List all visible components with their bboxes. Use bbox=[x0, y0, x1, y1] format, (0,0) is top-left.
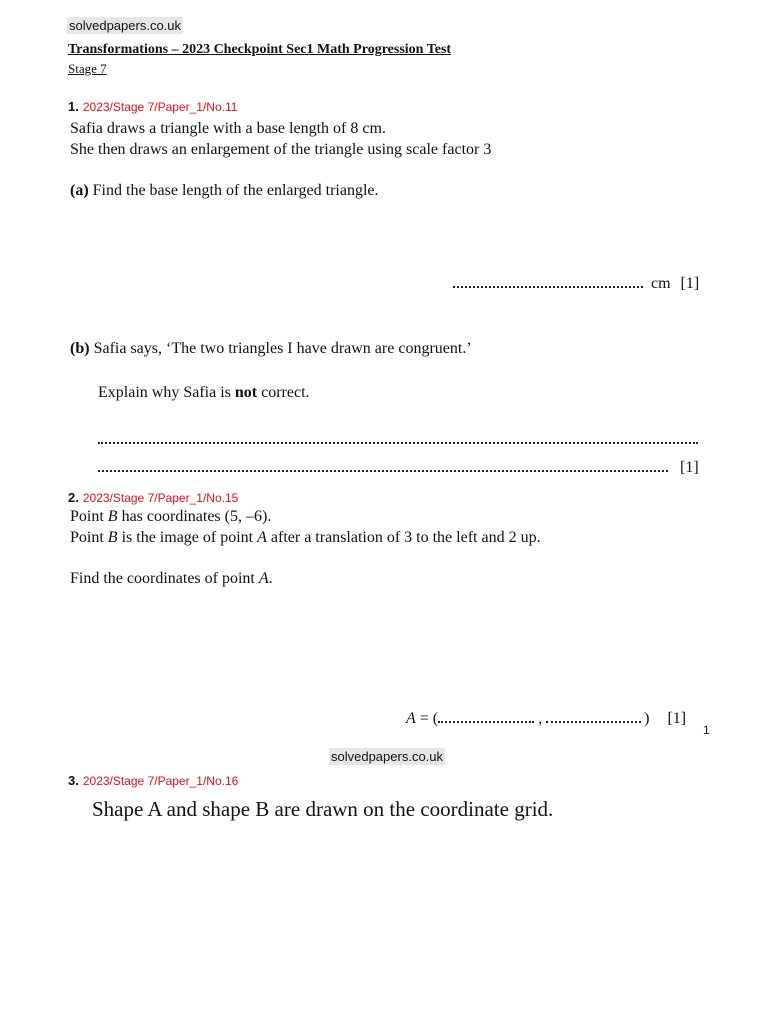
question-1b bbox=[70, 340, 472, 358]
site-watermark-bottom: solvedpapers.co.uk bbox=[331, 749, 444, 764]
question-3-line-1: Shape A and shape B are drawn on the coordinate grid. bbox=[92, 797, 554, 821]
answer-x-line[interactable] bbox=[438, 709, 534, 723]
variable: A bbox=[258, 570, 269, 587]
question-1-line-1: Safia draws a triangle with a base length of 8 cm. bbox=[70, 120, 386, 137]
stage-label: Stage 7 bbox=[68, 61, 107, 76]
text: Point bbox=[70, 529, 108, 546]
answer-line-1[interactable] bbox=[98, 430, 698, 444]
part-text: Safia says, ‘The two triangles I have drawn are congruent.’ bbox=[93, 340, 472, 357]
text: after a translation of 3 to the left and 2 up. bbox=[266, 529, 541, 546]
question-number: 2. bbox=[68, 490, 79, 505]
explain-text: Explain why Safia is bbox=[98, 384, 235, 401]
page-title: Transformations – 2023 Checkpoint Sec1 Math Progression Test bbox=[68, 42, 452, 57]
question-2-header bbox=[68, 489, 238, 507]
question-number: 3. bbox=[68, 773, 79, 788]
answer-y-line[interactable] bbox=[546, 709, 641, 723]
question-reference: 2023/Stage 7/Paper_1/No.15 bbox=[82, 491, 239, 505]
question-number: 1. bbox=[68, 99, 79, 114]
answer-variable: A bbox=[406, 710, 416, 727]
explain-text-end: correct. bbox=[257, 384, 310, 401]
answer-open: = ( bbox=[415, 710, 439, 727]
question-2-line-3 bbox=[70, 570, 273, 588]
page-number: 1 bbox=[703, 723, 710, 737]
marks: [1] bbox=[680, 275, 700, 292]
answer-unit: cm bbox=[651, 275, 671, 292]
marks: [1] bbox=[680, 459, 699, 476]
text: is the image of point bbox=[117, 529, 258, 546]
question-2-line-1 bbox=[70, 508, 271, 526]
answer-line-2[interactable] bbox=[98, 458, 668, 472]
part-label: (b) bbox=[70, 340, 90, 357]
text: Point bbox=[70, 508, 108, 525]
site-watermark-top: solvedpapers.co.uk bbox=[69, 18, 182, 33]
answer-line[interactable] bbox=[453, 274, 643, 288]
explain-emphasis: not bbox=[234, 384, 258, 401]
answer-comma: , bbox=[534, 710, 547, 727]
variable: B bbox=[107, 508, 118, 525]
question-reference: 2023/Stage 7/Paper_1/No.11 bbox=[82, 100, 238, 114]
question-2-answer bbox=[406, 709, 686, 728]
text: has coordinates (5, –6). bbox=[117, 508, 272, 525]
question-1-header bbox=[68, 98, 237, 116]
answer-close: ) bbox=[644, 710, 650, 727]
part-text: Find the base length of the enlarged triangle. bbox=[92, 182, 379, 199]
text: Find the coordinates of point bbox=[70, 570, 259, 587]
question-1b-explain bbox=[98, 384, 310, 402]
question-reference: 2023/Stage 7/Paper_1/No.16 bbox=[82, 774, 239, 788]
question-1a-answer bbox=[453, 274, 699, 293]
question-2-line-2 bbox=[70, 529, 541, 547]
variable: A bbox=[257, 529, 267, 546]
text: . bbox=[268, 570, 273, 587]
question-1-line-2: She then draws an enlargement of the triangle using scale factor 3 bbox=[70, 141, 492, 158]
question-1b-answer bbox=[98, 458, 699, 477]
part-label: (a) bbox=[70, 182, 89, 199]
question-3-header bbox=[68, 772, 238, 790]
variable: B bbox=[107, 529, 118, 546]
marks: [1] bbox=[667, 710, 687, 727]
question-1a bbox=[70, 182, 379, 200]
